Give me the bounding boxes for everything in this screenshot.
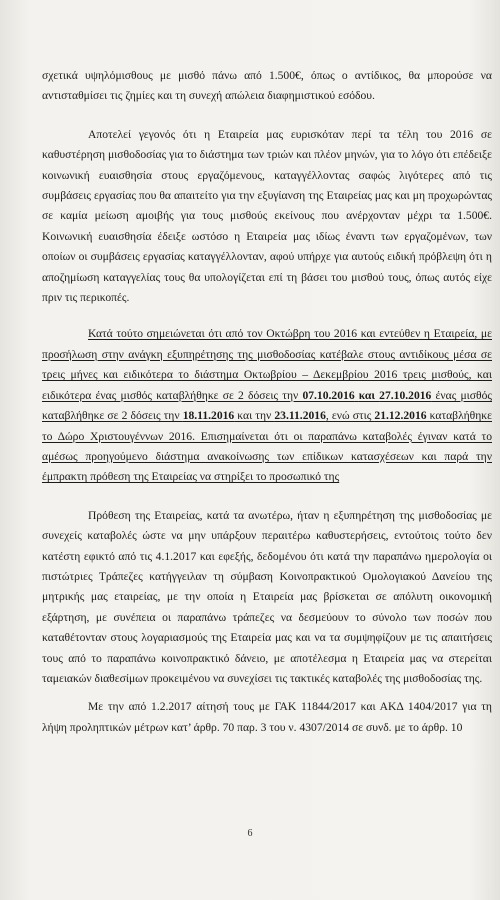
page-number: 6: [247, 828, 253, 839]
payment-date-3: 18.11.2016: [182, 409, 235, 423]
paragraph-payroll-delay: Αποτελεί γεγονός ότι η Εταιρεία μας ευρισκόταν περί τα τέλη του 2016 σε καθυστέρηση μισθοδοσίας για το διάστημα των τριών και πλέον μηνών, για το λόγο ότι επέδειξε κοινωνική ευαισθησία στους εργαζόμενους, καταγγέλλοντας σαφώς λιγότερες από τις συμβάσεις εργασίας που θα απαιτείτο για την εξυγίανση της Εταιρείας μας και μη προχωρώντας σε καμία μείωση αμοιβής για τους μισθούς εκείνους που ανέρχονταν μέχρι τα 1.500€. Κοινωνική ευαισθησία έδειξε ωστόσο η Εταιρεία μας ιδίως έναντι των εργαζομένων, των οποίων οι συμβάσεις εργασίας καταγγέλλονταν, αφού υπήρχε για αυτούς ειδική πρόβλεψη ότι η αποζημίωση καταγγελίας τους θα υπολογίζεται επί τη βάσει του μισθού τους, όπως αυτός είχε πριν τις περικοπές.: [42, 127, 492, 305]
payment-date-2: 27.10.2016: [379, 388, 432, 402]
document-body: [42, 66, 492, 738]
paragraph-payments-underlined: [42, 324, 492, 487]
paragraph-continuation: σχετικά υψηλόμισθους με μισθό πάνω από 1.500€, όπως ο αντίδικος, θα μπορούσε να αντισταθμίσει τις ζημίες και τη συνεχή απώλεια διαφημιστικού εσόδου.: [42, 69, 492, 103]
payments-text-e: ένας μισθός καταβλήθηκε σε 2 δόσεις την: [42, 388, 492, 423]
payment-and-bold: και: [358, 388, 375, 402]
payments-text-g: , ενώ στις: [325, 409, 375, 423]
payment-date-5: 21.12.2016: [374, 409, 427, 423]
paragraph-company-intent: Πρόθεση της Εταιρείας, κατά τα ανωτέρω, ήταν η εξυπηρέτηση της μισθοδοσίας με συνεχείς καταβολές ώστε να μην υπάρξουν περαιτέρω καθυστερήσεις, εντούτοις τούτο δεν κατέστη εφικτό από τις 4.1.2017 και εφεξής, δεδομένου ότι κατά την παραπάνω ημερολογία οι πιστώτριες Τράπεζες κατήγγειλαν τη σύμβαση Κοινοπρακτικού Ομολογιακού Δανείου της μητρικής μας εταιρείας, με την οποία η Εταιρεία μας βρίσκεται σε απόλυτη οικονομική εξάρτηση, με συνέπεια οι παραπάνω τράπεζες να δεσμεύουν το σύνολο των ποσών που καταθέτονταν στους λογαριασμούς της Εταιρεία μας και να τα συμψηφίζουν με τις απαιτήσεις τους από το παραπάνω κοινοπρακτικό δάνειο, με αποτέλεσμα η Εταιρεία μας να στερείται ταμειακών διαθεσίμων προκειμένου να συνεχίσει τις τακτικές καταβολές της μισθοδοσίας της.: [42, 508, 492, 685]
paragraph-application: Με την από 1.2.2017 αίτησή τους με ΓΑΚ 11844/2017 και ΑΚΔ 1404/2017 για τη λήψη προληπτικών μέτρων κατ’ άρθρ. 70 παρ. 3 του ν. 4307/2014 σε συνδ. με το άρθρ. 10: [42, 700, 492, 734]
payments-text-f: και την: [234, 409, 275, 423]
payments-text-h: καταβλήθηκε το Δώρο Χριστουγέννων 2016. Επισημαίνεται ότι οι παραπάνω καταβολές έγιναν κατά το αμέσως προηγούμενο διάστημα ανακοίνωσης των επίδικων κατασχέσεων και παρά την έμπρακτη πρόθεση της Εταιρείας να στηρίξει το προσωπικό της: [42, 409, 492, 484]
payment-date-4: 23.11.2016: [274, 409, 326, 423]
payment-date-1: 07.10.2016: [302, 388, 355, 402]
payments-text-a: Κατά τούτο σημειώνεται ότι από τον Οκτώβρη του 2016 και εντεύθεν η Εταιρεία, με προσήλωση στην ανάγκη εξυπηρέτησης της μισθοδοσίας κατέβαλε στους αντιδίκους μέσα σε τρεις μήνες και ειδικότερα το διάστημα Οκτωβρίου – Δεκεμβρίου 2016 τρεις μισθούς, και ειδικότερα ένας μισθός καταβλήθηκε σε 2 δόσεις την: [42, 327, 492, 402]
